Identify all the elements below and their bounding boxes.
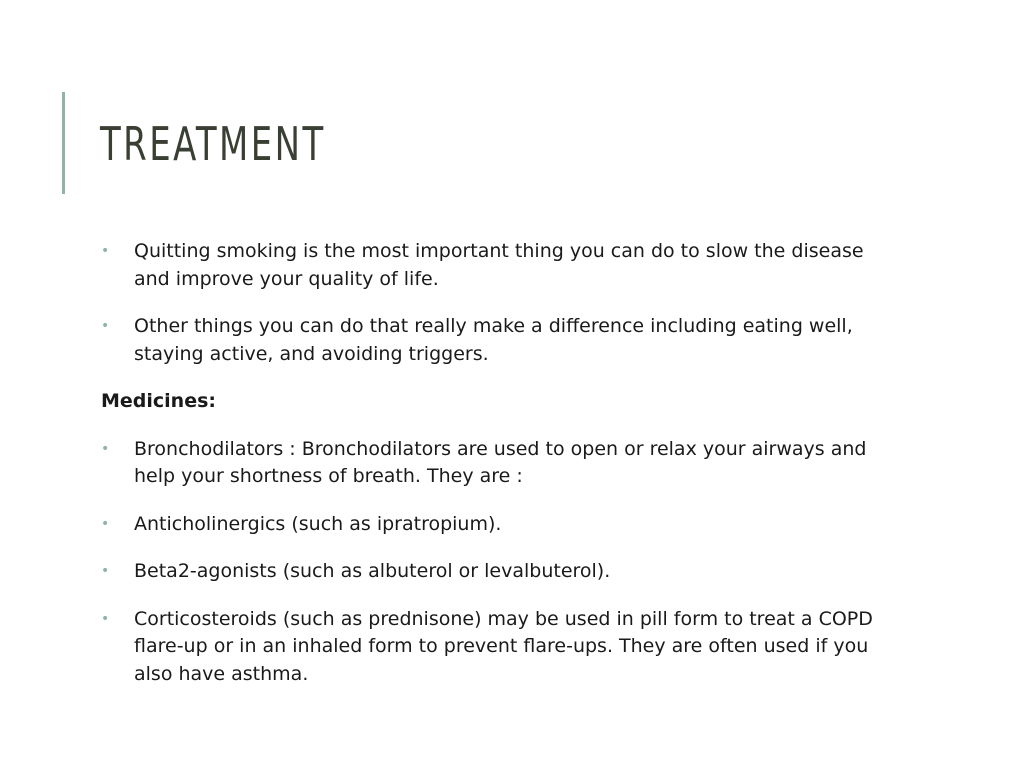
bullet-icon: •	[101, 318, 110, 334]
list-item-text: Corticosteroids (such as prednisone) may be used in pill form to treat a COPD flare-up or in an inhaled form to prevent flare-ups. They are often used if you also have asthma.	[134, 607, 873, 685]
list-item-bronchodilators	[101, 436, 901, 491]
list-item-text: Other things you can do that really make a difference including eating well, staying active, and avoiding triggers.	[134, 315, 853, 365]
list-item-text: Anticholinergics (such as ipratropium).	[134, 512, 502, 535]
list-item-text: Bronchodilators : Bronchodilators are used to open or relax your airways and help your shortness of breath. They are :	[134, 437, 867, 487]
list-item-text: Beta2-agonists (such as albuterol or levalbuterol).	[134, 560, 611, 582]
bullet-icon: •	[101, 515, 110, 532]
bullet-icon: •	[101, 243, 110, 259]
list-item-beta2-agonists	[101, 558, 901, 586]
list-item-text: Quitting smoking is the most important thing you can do to slow the disease and improve your quality of life.	[134, 240, 864, 290]
bullet-icon: •	[101, 563, 110, 579]
slide-title: TREATMENT	[100, 117, 326, 171]
medicines-heading: Medicines:	[101, 390, 217, 412]
list-item-corticosteroids	[101, 606, 901, 689]
slide-content	[101, 238, 901, 708]
bullet-icon: •	[101, 440, 110, 457]
list-item-quitting-smoking	[101, 238, 901, 293]
list-item-anticholinergics	[101, 511, 901, 539]
list-item-lifestyle	[101, 313, 901, 368]
title-accent-bar	[62, 92, 65, 194]
bullet-icon: •	[101, 610, 110, 627]
